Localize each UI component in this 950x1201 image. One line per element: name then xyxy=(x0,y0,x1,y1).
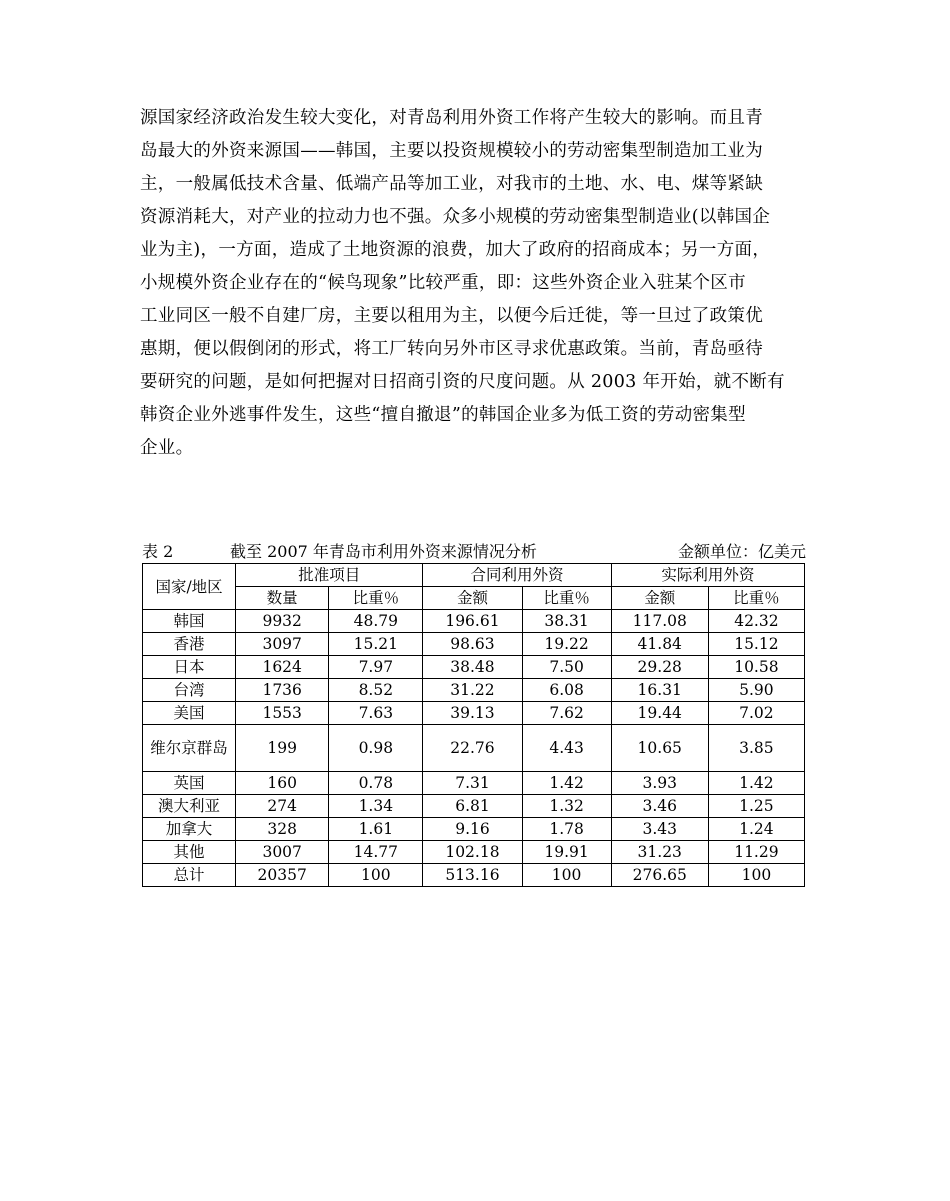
cell-contract-share: 19.22 xyxy=(522,633,611,656)
cell-approved-count: 1736 xyxy=(236,679,329,702)
cell-actual-amount: 19.44 xyxy=(611,702,708,725)
cell-contract-share: 1.42 xyxy=(522,772,611,795)
subheader-share: 比重％ xyxy=(522,587,611,610)
cell-actual-amount: 41.84 xyxy=(611,633,708,656)
table-row xyxy=(143,679,805,702)
table-number: 表 2 xyxy=(142,542,174,561)
cell-actual-share: 1.24 xyxy=(708,818,804,841)
cell-actual-share: 10.58 xyxy=(708,656,804,679)
table-row xyxy=(143,610,805,633)
table-row xyxy=(143,725,805,772)
table-row xyxy=(143,772,805,795)
subheader-amount: 金额 xyxy=(611,587,708,610)
cell-contract-share: 7.62 xyxy=(522,702,611,725)
table-row xyxy=(143,864,805,887)
paragraph-line: 工业同区一般不自建厂房，主要以租用为主，以便今后迁徙，等一旦过了政策优 xyxy=(140,306,763,326)
cell-actual-share: 3.85 xyxy=(708,725,804,772)
header-actual-investment: 实际利用外资 xyxy=(611,564,804,587)
cell-country: 加拿大 xyxy=(143,818,236,841)
table-row xyxy=(143,656,805,679)
table-row xyxy=(143,818,805,841)
cell-actual-amount: 3.43 xyxy=(611,818,708,841)
subheader-share: 比重％ xyxy=(329,587,423,610)
cell-approved-count: 160 xyxy=(236,772,329,795)
cell-actual-share: 5.90 xyxy=(708,679,804,702)
cell-actual-share: 100 xyxy=(708,864,804,887)
cell-approved-count: 328 xyxy=(236,818,329,841)
cell-contract-amount: 196.61 xyxy=(423,610,522,633)
cell-contract-share: 6.08 xyxy=(522,679,611,702)
cell-contract-amount: 102.18 xyxy=(423,841,522,864)
header-approved-projects: 批准项目 xyxy=(236,564,423,587)
table-row xyxy=(143,795,805,818)
cell-actual-share: 1.42 xyxy=(708,772,804,795)
cell-approved-share: 0.78 xyxy=(329,772,423,795)
cell-contract-amount: 22.76 xyxy=(423,725,522,772)
cell-approved-count: 20357 xyxy=(236,864,329,887)
cell-approved-count: 9932 xyxy=(236,610,329,633)
cell-approved-share: 8.52 xyxy=(329,679,423,702)
cell-country: 日本 xyxy=(143,656,236,679)
cell-country: 总计 xyxy=(143,864,236,887)
cell-contract-amount: 7.31 xyxy=(423,772,522,795)
cell-approved-share: 15.21 xyxy=(329,633,423,656)
cell-actual-amount: 16.31 xyxy=(611,679,708,702)
cell-contract-amount: 513.16 xyxy=(423,864,522,887)
cell-contract-share: 100 xyxy=(522,864,611,887)
cell-country: 英国 xyxy=(143,772,236,795)
cell-contract-amount: 9.16 xyxy=(423,818,522,841)
table-row xyxy=(143,633,805,656)
paragraph-line: 惠期，便以假倒闭的形式，将工厂转向另外市区寻求优惠政策。当前，青岛亟待 xyxy=(140,339,763,359)
cell-approved-share: 48.79 xyxy=(329,610,423,633)
cell-approved-count: 1553 xyxy=(236,702,329,725)
cell-contract-share: 38.31 xyxy=(522,610,611,633)
cell-approved-share: 100 xyxy=(329,864,423,887)
cell-approved-share: 0.98 xyxy=(329,725,423,772)
cell-country: 美国 xyxy=(143,702,236,725)
paragraph-line: 韩资企业外逃事件发生，这些“擅自撤退”的韩国企业多为低工资的劳动密集型 xyxy=(140,405,746,425)
cell-actual-amount: 10.65 xyxy=(611,725,708,772)
cell-country: 维尔京群岛 xyxy=(143,725,236,772)
foreign-investment-table xyxy=(142,563,805,887)
cell-approved-share: 1.34 xyxy=(329,795,423,818)
cell-approved-share: 14.77 xyxy=(329,841,423,864)
cell-country: 香港 xyxy=(143,633,236,656)
paragraph-line: 要研究的问题，是如何把握对日招商引资的尺度问题。从 2003 年开始，就不断有 xyxy=(140,372,785,392)
paragraph-line: 资源消耗大，对产业的拉动力也不强。众多小规模的劳动密集型制造业(以韩国企 xyxy=(140,207,771,227)
cell-actual-amount: 3.46 xyxy=(611,795,708,818)
cell-actual-share: 11.29 xyxy=(708,841,804,864)
cell-actual-amount: 3.93 xyxy=(611,772,708,795)
cell-approved-share: 7.97 xyxy=(329,656,423,679)
cell-contract-share: 1.32 xyxy=(522,795,611,818)
cell-actual-amount: 31.23 xyxy=(611,841,708,864)
table-unit: 金额单位：亿美元 xyxy=(677,542,806,561)
cell-approved-count: 3097 xyxy=(236,633,329,656)
table-caption xyxy=(142,541,806,563)
cell-approved-count: 199 xyxy=(236,725,329,772)
cell-country: 澳大利亚 xyxy=(143,795,236,818)
subheader-count: 数量 xyxy=(236,587,329,610)
cell-actual-share: 15.12 xyxy=(708,633,804,656)
cell-contract-share: 7.50 xyxy=(522,656,611,679)
table-title: 截至 2007 年青岛市利用外资来源情况分析 xyxy=(230,542,537,561)
cell-approved-count: 3007 xyxy=(236,841,329,864)
paragraph-line: 源国家经济政治发生较大变化，对青岛利用外资工作将产生较大的影响。而且青 xyxy=(140,108,763,128)
table-row xyxy=(143,841,805,864)
paragraph-line: 企业。 xyxy=(140,438,194,458)
cell-contract-amount: 6.81 xyxy=(423,795,522,818)
cell-approved-count: 274 xyxy=(236,795,329,818)
table-row xyxy=(143,702,805,725)
cell-actual-amount: 117.08 xyxy=(611,610,708,633)
cell-actual-share: 1.25 xyxy=(708,795,804,818)
header-contract-investment: 合同利用外资 xyxy=(423,564,611,587)
paragraph-line: 业为主)，一方面，造成了土地资源的浪费，加大了政府的招商成本；另一方面， xyxy=(140,240,771,260)
cell-approved-share: 7.63 xyxy=(329,702,423,725)
paragraph-line: 主，一般属低技术含量、低端产品等加工业，对我市的土地、水、电、煤等紧缺 xyxy=(140,174,763,194)
cell-country: 其他 xyxy=(143,841,236,864)
body-paragraph xyxy=(140,102,816,465)
cell-contract-share: 19.91 xyxy=(522,841,611,864)
subheader-share: 比重％ xyxy=(708,587,804,610)
subheader-amount: 金额 xyxy=(423,587,522,610)
paragraph-line: 岛最大的外资来源国——韩国，主要以投资规模较小的劳动密集型制造加工业为 xyxy=(140,141,763,161)
cell-actual-share: 42.32 xyxy=(708,610,804,633)
cell-contract-amount: 98.63 xyxy=(423,633,522,656)
cell-actual-amount: 276.65 xyxy=(611,864,708,887)
table-body xyxy=(143,610,805,887)
cell-country: 台湾 xyxy=(143,679,236,702)
header-country: 国家/地区 xyxy=(143,564,236,610)
cell-actual-share: 7.02 xyxy=(708,702,804,725)
cell-approved-share: 1.61 xyxy=(329,818,423,841)
cell-contract-amount: 39.13 xyxy=(423,702,522,725)
cell-actual-amount: 29.28 xyxy=(611,656,708,679)
cell-country: 韩国 xyxy=(143,610,236,633)
cell-approved-count: 1624 xyxy=(236,656,329,679)
paragraph-line: 小规模外资企业存在的“候鸟现象”比较严重，即：这些外资企业入驻某个区市 xyxy=(140,273,746,293)
cell-contract-share: 1.78 xyxy=(522,818,611,841)
cell-contract-amount: 38.48 xyxy=(423,656,522,679)
cell-contract-share: 4.43 xyxy=(522,725,611,772)
cell-contract-amount: 31.22 xyxy=(423,679,522,702)
